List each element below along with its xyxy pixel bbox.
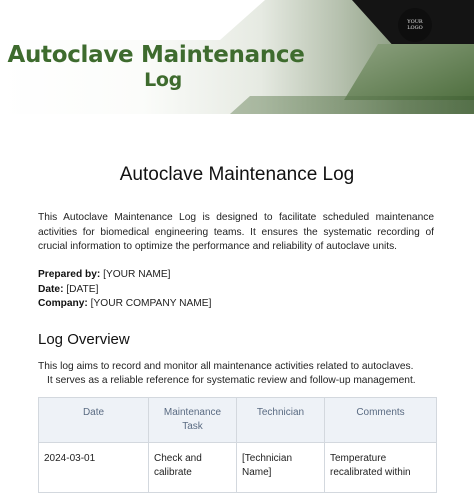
cell-maintenance-task: Check and calibrate: [149, 443, 237, 493]
banner-title: [6, 42, 306, 91]
company-label: Company:: [38, 298, 88, 310]
intro-paragraph: This Autoclave Maintenance Log is designed to facilitate scheduled maintenance activities for biomedical engineering teams. It ensures the systematic recording of crucial information to optimize the performance and reliability of autoclave units.: [38, 212, 434, 253]
maintenance-log-table: [38, 397, 437, 493]
header-technician: Technician: [237, 398, 325, 443]
document-title: Autoclave Maintenance Log: [119, 164, 355, 185]
overview-line2: It serves as a reliable reference for systematic review and follow-up management.: [47, 374, 416, 386]
banner-title-line1: Autoclave Maintenance: [7, 42, 305, 68]
banner-bottom-band: [230, 96, 474, 114]
company-value: [YOUR COMPANY NAME]: [90, 298, 212, 310]
cell-comments: Temperature recalibrated within: [325, 443, 437, 493]
table-header-row: [39, 398, 437, 443]
table-row: [39, 443, 437, 493]
banner-title-line2: Log: [144, 69, 182, 91]
prepared-by-row: [38, 268, 434, 283]
date-value: [DATE]: [66, 283, 99, 295]
banner-green-shape: [344, 44, 474, 100]
header-date: Date: [39, 398, 149, 443]
date-row: [38, 283, 434, 298]
header-banner: [0, 0, 474, 114]
log-overview-heading: Log Overview: [38, 331, 130, 348]
logo-text-line1: YOUR: [407, 19, 423, 25]
prepared-by-label: Prepared by:: [38, 269, 101, 280]
banner-white-shape: [0, 0, 265, 40]
company-row: [38, 297, 434, 312]
cell-technician: [Technician Name]: [237, 443, 325, 493]
date-label: Date:: [38, 283, 64, 295]
cell-date: 2024-03-01: [39, 443, 149, 493]
prepared-by-value: [YOUR NAME]: [103, 269, 171, 280]
overview-line1: This log aims to record and monitor all maintenance activities related to autoclaves.: [38, 361, 414, 372]
header-comments: Comments: [325, 398, 437, 443]
logo-text-line2: LOGO: [407, 25, 423, 31]
document-meta: [38, 268, 434, 312]
header-maintenance-task: Maintenance Task: [149, 398, 237, 443]
company-logo: [398, 8, 432, 42]
log-overview-text: [38, 360, 438, 388]
